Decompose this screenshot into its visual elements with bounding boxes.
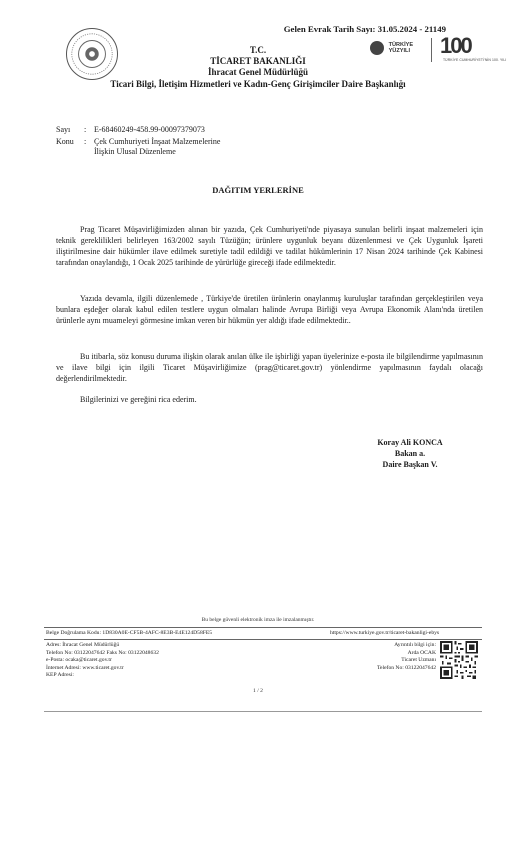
sayi-value: E-68460249-458.99-00097379073 — [94, 125, 205, 134]
konu-line2: İlişkin Ulusal Düzenleme — [94, 147, 176, 156]
contact-role: Ticaret Uzmanı — [401, 657, 436, 664]
footer-web[interactable]: İnternet Adresi: www.ticaret.gov.tr — [46, 664, 124, 671]
footer-kep: KEP Adresi: — [46, 672, 74, 679]
footer-address: Adres: İhracat Genel Müdürlüğü — [46, 642, 120, 648]
logo-divider — [431, 38, 432, 62]
body-paragraph-4 — [56, 394, 483, 405]
signature-block — [330, 437, 490, 470]
header-tc: T.C. — [249, 45, 267, 55]
page-number: 1 / 2 — [253, 688, 263, 694]
paragraph-text: Prag Ticaret Müşavirliğimizden alınan bir yazıda, Çek Cumhuriyeti'nde piyasaya sunulan belirli inşaat malzemeleri için teknik gereklilikleri belirleyen 163/2002 sayılı Tüzüğün; ürünlere uygunluk beyanı düzenlenmesi ve Çek Uygunluk İşareti iliştirilmesine dair hükümler ilave edilmek suretiyle tadil edildiği ve tadilat hükümlerinin 17 Nisan 2024 tarihinde Çek Kabinesi tarafından onaylandığı, 1 Ocak 2025 tarihinde de yürürlüğe gireceği ifade edilmektedir. — [56, 225, 483, 267]
distribution-title: DAĞITIM YERLERİNE — [212, 185, 304, 195]
body-paragraph-2 — [56, 293, 483, 326]
logo-100: 100 — [440, 33, 471, 58]
paragraph-text: Bilgilerinizi ve gereğini rica ederim. — [80, 395, 197, 404]
contact-title: Ayrıntılı bilgi için: — [394, 642, 436, 648]
contact-phone: Telefon No: 03122047642 — [377, 664, 436, 671]
meta-sayi: Sayı : E-68460249-458.99-00097379073 — [56, 125, 205, 134]
logo-100-subtitle: TÜRKİYE CUMHURİYETİ'NİN 100. YILI — [443, 58, 507, 62]
footer-contact-left — [46, 642, 159, 680]
verification-url[interactable]: https://www.turkiye.gov.tr/ticaret-bakanligi-ebys — [330, 630, 440, 636]
footer-email[interactable]: e-Posta: ocaka@ticaret.gov.tr — [46, 657, 112, 664]
logo-text-line2: YÜZYILI — [388, 48, 411, 54]
footer-rule-top — [44, 627, 482, 628]
paragraph-text: Yazıda devamla, ilgili düzenlemede , Türkiye'de üretilen ürünlerin onaylanmış kuruluşlar tarafından gerçekleştirilen veya bunlara eşdeğer olarak kabul edilen testlere uygun olmaları halinde Avrupa Birliği veya Avrupa Ekonomik Alanı'nda üretilen ürünlerle aynı muameleyi görmesine imkan veren bir hükmün yer aldığı ifade edilmektedir.. — [56, 294, 483, 325]
footer-phone: Telefon No: 03122047642 Faks No: 03122048632 — [46, 649, 159, 656]
konu-label: Konu — [56, 137, 74, 146]
body-paragraph-3 — [56, 351, 483, 384]
logo-text-line1: TÜRKİYE — [388, 41, 414, 48]
meta-konu: Konu : Çek Cumhuriyeti İnşaat Malzemelerine İlişkin Ulusal Düzenleme — [56, 137, 221, 156]
contact-name: Arda OCAK — [407, 649, 436, 656]
paragraph-text: Bu itibarla, söz konusu duruma ilişkin olarak anılan ülke ile işbirliği yapan üyelerinize e-posta ile bilgilendirme yapılmasının ve ilave bilgi için ilgili Ticaret Müşavirliğimize (prag@ticaret.gov.tr) yönlendirme yapılmasının faydalı olacağı değerlendirilmektedir. — [56, 352, 483, 383]
e-signature-note: Bu belge güvenli elektronik imza ile imzalanmıştır. — [201, 617, 315, 623]
incoming-document-number: Gelen Evrak Tarih Sayı: 31.05.2024 - 21149 — [283, 24, 446, 34]
qr-code-icon — [440, 641, 478, 679]
body-paragraph-1 — [56, 224, 483, 268]
header-ministry: TİCARET BAKANLIĞI — [210, 56, 306, 66]
signer-name: Koray Ali KONCA — [377, 438, 443, 447]
signer-line2: Bakan a. — [394, 449, 426, 458]
crescent-icon — [370, 41, 384, 55]
footer-rule-bottom — [44, 711, 482, 712]
signer-title: Daire Başkan V. — [382, 460, 438, 469]
verification-code: Belge Doğrulama Kodu: 1D830A0E-CF5B-4AFC-8E3B-E4E124D58FE5 — [46, 630, 213, 636]
header-department: Ticari Bilgi, İletişim Hizmetleri ve Kadın-Genç Girişimciler Daire Başkanlığı — [110, 79, 406, 89]
turkiye-yuzyili-logo — [370, 41, 413, 55]
footer-contact-right — [330, 642, 436, 672]
footer-rule-mid — [44, 639, 482, 640]
sayi-label: Sayı — [56, 125, 71, 134]
header-directorate: İhracat Genel Müdürlüğü — [207, 67, 308, 77]
konu-line1: Çek Cumhuriyeti İnşaat Malzemelerine — [94, 137, 221, 146]
